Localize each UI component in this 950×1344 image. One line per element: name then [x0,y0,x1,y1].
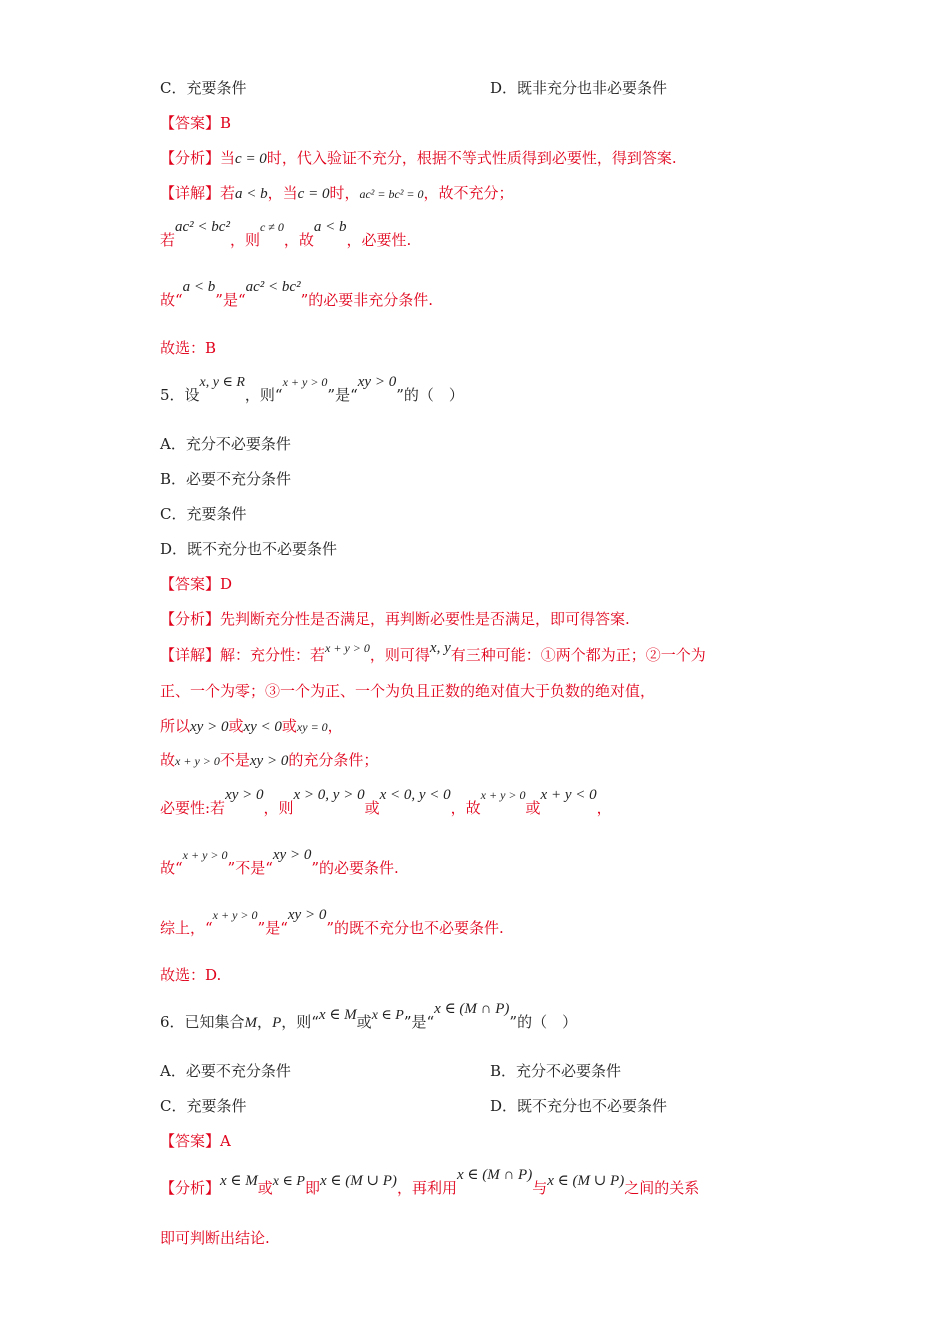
math: xy > 0 [190,719,229,735]
math: xy < 0 [243,719,282,735]
text: 不是 [219,751,250,769]
math: x, y ∈ R [199,375,245,390]
text: ，故 [283,231,314,249]
q5-choose: 故选：D. [160,966,222,984]
math: x + y < 0 [540,787,597,803]
text: 必要性:若 [160,799,226,817]
text: ， [327,717,343,735]
q4-option-c: C．充要条件 [160,79,247,97]
q4-answer [160,113,231,133]
math: ac² < bc² [175,219,230,235]
text: ，故不充分； [423,184,514,202]
q5-detail-line4 [160,750,378,771]
text: ，故 [450,799,481,817]
math: x + y > 0 [480,788,526,802]
q4-detail [160,183,514,204]
q6-option-c: C．充要条件 [160,1097,247,1115]
text: 或 [364,799,380,817]
text: ，则“ [281,1013,319,1031]
q4-option-d: D．既非充分也非必要条件 [490,79,668,97]
math: x ∈ (M ∩ P) [456,1167,533,1183]
q4-choose: 故选：B [160,339,217,357]
text: 或 [228,717,244,735]
text: 与 [532,1179,548,1197]
math: c = 0 [297,186,330,202]
text: 综上，“ [160,919,213,937]
text: 即 [304,1179,320,1197]
q5-detail-line3 [160,716,343,737]
math: c = 0 [235,151,267,167]
text: 先判断充分性是否满足，再判断必要性是否满足，即可得答案. [220,610,630,628]
math: x, y [429,640,451,656]
text: ”是“ [215,291,246,309]
q6-stem [160,1001,578,1034]
q5-detail [160,640,706,666]
q5-option-c: C．充要条件 [160,505,247,523]
q5-necessity [160,787,612,819]
math: x + y > 0 [212,908,258,922]
text: ”是“ [403,1013,435,1031]
math: a < b [182,279,216,295]
math: x ∈ (M ∪ P) [547,1173,625,1189]
math: c ≠ 0 [259,220,284,234]
q5-conclusion1 [160,847,399,879]
answer-label: 【答案】 [160,575,221,593]
q5-stem [160,374,464,407]
detail-label: 【详解】 [160,646,221,664]
math: ac² < bc² [245,279,301,295]
math: x ∈ P [371,1008,404,1023]
text: 当 [220,149,236,167]
q5-option-b: B．必要不充分条件 [160,470,292,488]
math: x > 0, y > 0 [293,787,365,803]
text: ，则可得 [369,646,430,664]
text: ”的（ ） [396,386,464,404]
text: 5．设 [160,386,200,404]
text: 或 [525,799,541,817]
text: 有三种可能：①两个都为正；②一个为 [450,646,706,664]
answer-label: 【答案】 [160,114,221,132]
q4-conclusion [160,279,434,311]
text: 解：充分性：若 [220,646,326,664]
math: x ∈ M [220,1173,258,1189]
text: 故 [160,751,176,769]
math: x + y > 0 [282,375,328,389]
math: xy > 0 [249,753,289,769]
analysis-label: 【分析】 [160,1179,221,1197]
q6-option-a: A．必要不充分条件 [160,1062,291,1080]
math: ac² = bc² = 0 [359,187,424,201]
q5-answer [160,574,232,594]
text: ，则“ [244,386,283,404]
math: x ∈ M [318,1007,357,1023]
analysis-label: 【分析】 [160,610,221,628]
text: ，则 [263,799,294,817]
text: ”是“ [327,386,358,404]
q6-answer [160,1131,231,1151]
text: 或 [281,717,297,735]
text: ，必要性. [346,231,412,249]
math: a < b [235,186,268,202]
answer-label: 【答案】 [160,1132,221,1150]
answer-value: B [220,114,232,132]
text: ”的必要条件. [311,859,399,877]
q6-analysis-line2: 即可判断出结论. [160,1229,270,1247]
text: 若 [160,231,176,249]
text: 时，代入验证不充分，根据不等式性质得到必要性，得到答案. [266,149,677,167]
q5-conclusion2 [160,907,504,939]
text: ”是“ [257,919,288,937]
q5-option-d: D．既不充分也不必要条件 [160,540,338,558]
text: 之间的关系 [624,1179,700,1197]
text: ， [596,799,612,817]
text: ，再利用 [396,1179,457,1197]
math: x ∈ (M ∪ P) [319,1173,397,1189]
math: x + y > 0 [182,848,228,862]
text: ”不是“ [227,859,273,877]
answer-value: D [220,575,233,593]
math: xy = 0 [296,720,328,734]
text: ， [257,1013,273,1031]
text: 时， [329,184,360,202]
q6-option-d: D．既不充分也不必要条件 [490,1097,668,1115]
text: 的充分条件； [288,751,379,769]
math: x ∈ (M ∩ P) [434,1001,510,1017]
math: x + y > 0 [175,754,220,768]
math: xy > 0 [272,847,312,863]
detail-label: 【详解】 [160,184,221,202]
text: 若 [220,184,236,202]
math: M [244,1015,258,1031]
text: 6．已知集合 [160,1013,245,1031]
math: xy > 0 [225,787,264,803]
analysis-label: 【分析】 [160,149,221,167]
q5-detail-line2: 正、一个为零；③一个为正、一个为负且正数的绝对值大于负数的绝对值， [160,682,656,700]
text: ”的既不充分也不必要条件. [326,919,504,937]
text: ”的必要非充分条件. [300,291,434,309]
q5-option-a: A．充分不必要条件 [160,435,291,453]
text: 所以 [160,717,191,735]
text: ，当 [267,184,298,202]
text: ，则 [229,231,260,249]
math: x ∈ P [272,1174,305,1189]
math: P [272,1015,282,1031]
q5-analysis [160,609,630,629]
text: 故“ [160,291,183,309]
text: ”的（ ） [509,1013,578,1031]
math: xy > 0 [287,907,327,923]
math: a < b [313,219,347,235]
q4-analysis [160,148,677,169]
text: 或 [356,1013,372,1031]
answer-value: A [220,1132,231,1150]
text: 或 [257,1179,273,1197]
math: xy > 0 [357,374,397,390]
q6-option-b: B．充分不必要条件 [490,1062,622,1080]
q6-analysis [160,1167,700,1200]
math: x < 0, y < 0 [379,787,451,803]
math: x + y > 0 [325,641,370,655]
text: 故“ [160,859,183,877]
